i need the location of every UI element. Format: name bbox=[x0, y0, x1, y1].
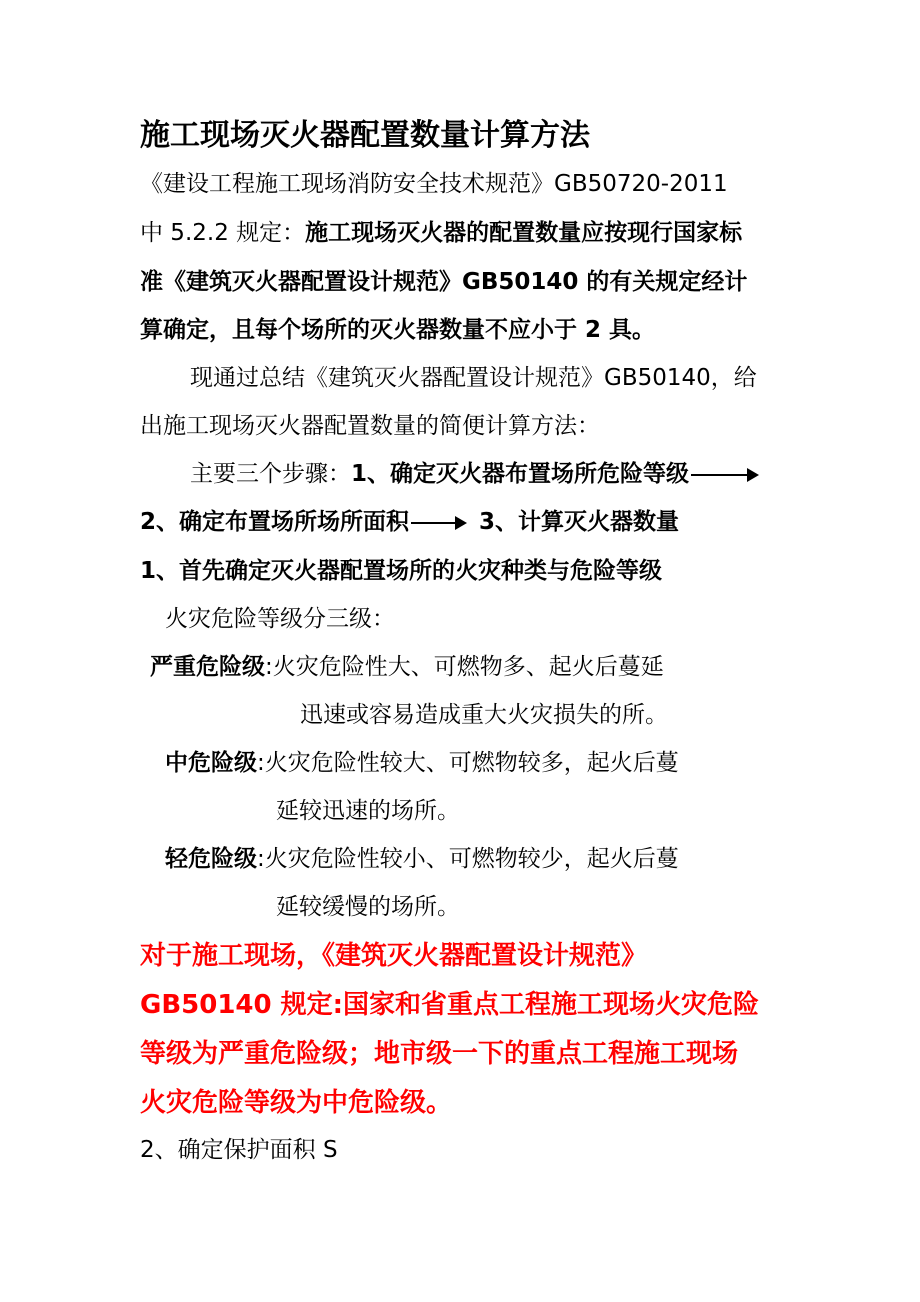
arrow-right-icon bbox=[411, 522, 465, 524]
arrow-right-icon bbox=[691, 474, 757, 476]
grade-medium-desc-cont: 延较迅速的场所。 bbox=[276, 798, 460, 824]
section-1-heading bbox=[140, 555, 662, 587]
paragraph-1-line-3: 准《建筑灭火器配置设计规范》GB50140 的有关规定经计 bbox=[140, 269, 748, 295]
step-1: 1、确定灭火器布置场所危险等级 bbox=[351, 461, 690, 487]
step-2: 2、确定布置场所场所面积 bbox=[140, 509, 410, 535]
document-title: 施工现场灭火器配置数量计算方法 bbox=[140, 118, 590, 153]
grade-medium-label: 中危险级 bbox=[165, 750, 257, 776]
red-note-line-2: GB50140 规定:国家和省重点工程施工现场火灾危险 bbox=[140, 990, 760, 1020]
grade-light-label: 轻危险级 bbox=[165, 846, 257, 872]
grade-severe-desc-cont: 迅速或容易造成重大火灾损失的所。 bbox=[300, 702, 668, 728]
grade-light-desc: :火灾危险性较小、可燃物较少，起火后蔓 bbox=[257, 846, 679, 872]
steps-line-1 bbox=[190, 458, 757, 490]
section-2-heading: 2、确定保护面积 S bbox=[140, 1137, 338, 1163]
grade-medium-desc: :火灾危险性较大、可燃物较多，起火后蔓 bbox=[257, 750, 679, 776]
paragraph-1-line-1: 《建设工程施工现场消防安全技术规范》GB50720-2011 bbox=[140, 171, 728, 197]
grade-light-desc-cont: 延较缓慢的场所。 bbox=[276, 894, 460, 920]
paragraph-2-line-2: 出施工现场灭火器配置数量的简便计算方法： bbox=[140, 413, 600, 439]
grade-medium bbox=[165, 747, 679, 779]
grade-severe bbox=[150, 651, 664, 683]
grade-severe-desc: :火灾危险性大、可燃物多、起火后蔓延 bbox=[265, 654, 664, 680]
grade-severe-label: 严重危险级 bbox=[150, 654, 265, 680]
paragraph-1-line-4: 算确定，且每个场所的灭火器数量不应小于 2 具。 bbox=[140, 317, 656, 343]
grades-intro: 火灾危险等级分三级： bbox=[165, 606, 395, 632]
step-3: 3、计算灭火器数量 bbox=[479, 509, 680, 535]
steps-line-2 bbox=[140, 506, 679, 538]
clause-text-bold: 施工现场灭火器的配置数量应按现行国家标 bbox=[305, 220, 743, 246]
clause-reference: 中 5.2.2 规定： bbox=[140, 220, 306, 246]
section-1-heading-text: 1、首先确定灭火器配置场所的火灾种类与危险等级 bbox=[140, 558, 663, 584]
red-note-line-1: 对于施工现场，《建筑灭火器配置设计规范》 bbox=[140, 941, 648, 971]
steps-label: 主要三个步骤： bbox=[190, 461, 351, 487]
red-note-line-3: 等级为严重危险级；地市级一下的重点工程施工现场 bbox=[140, 1039, 739, 1069]
paragraph-1-line-2 bbox=[140, 217, 742, 249]
paragraph-2-line-1: 现通过总结《建筑灭火器配置设计规范》GB50140，给 bbox=[190, 365, 757, 391]
red-note-line-4: 火灾危险等级为中危险级。 bbox=[140, 1088, 453, 1118]
grade-light bbox=[165, 843, 679, 875]
